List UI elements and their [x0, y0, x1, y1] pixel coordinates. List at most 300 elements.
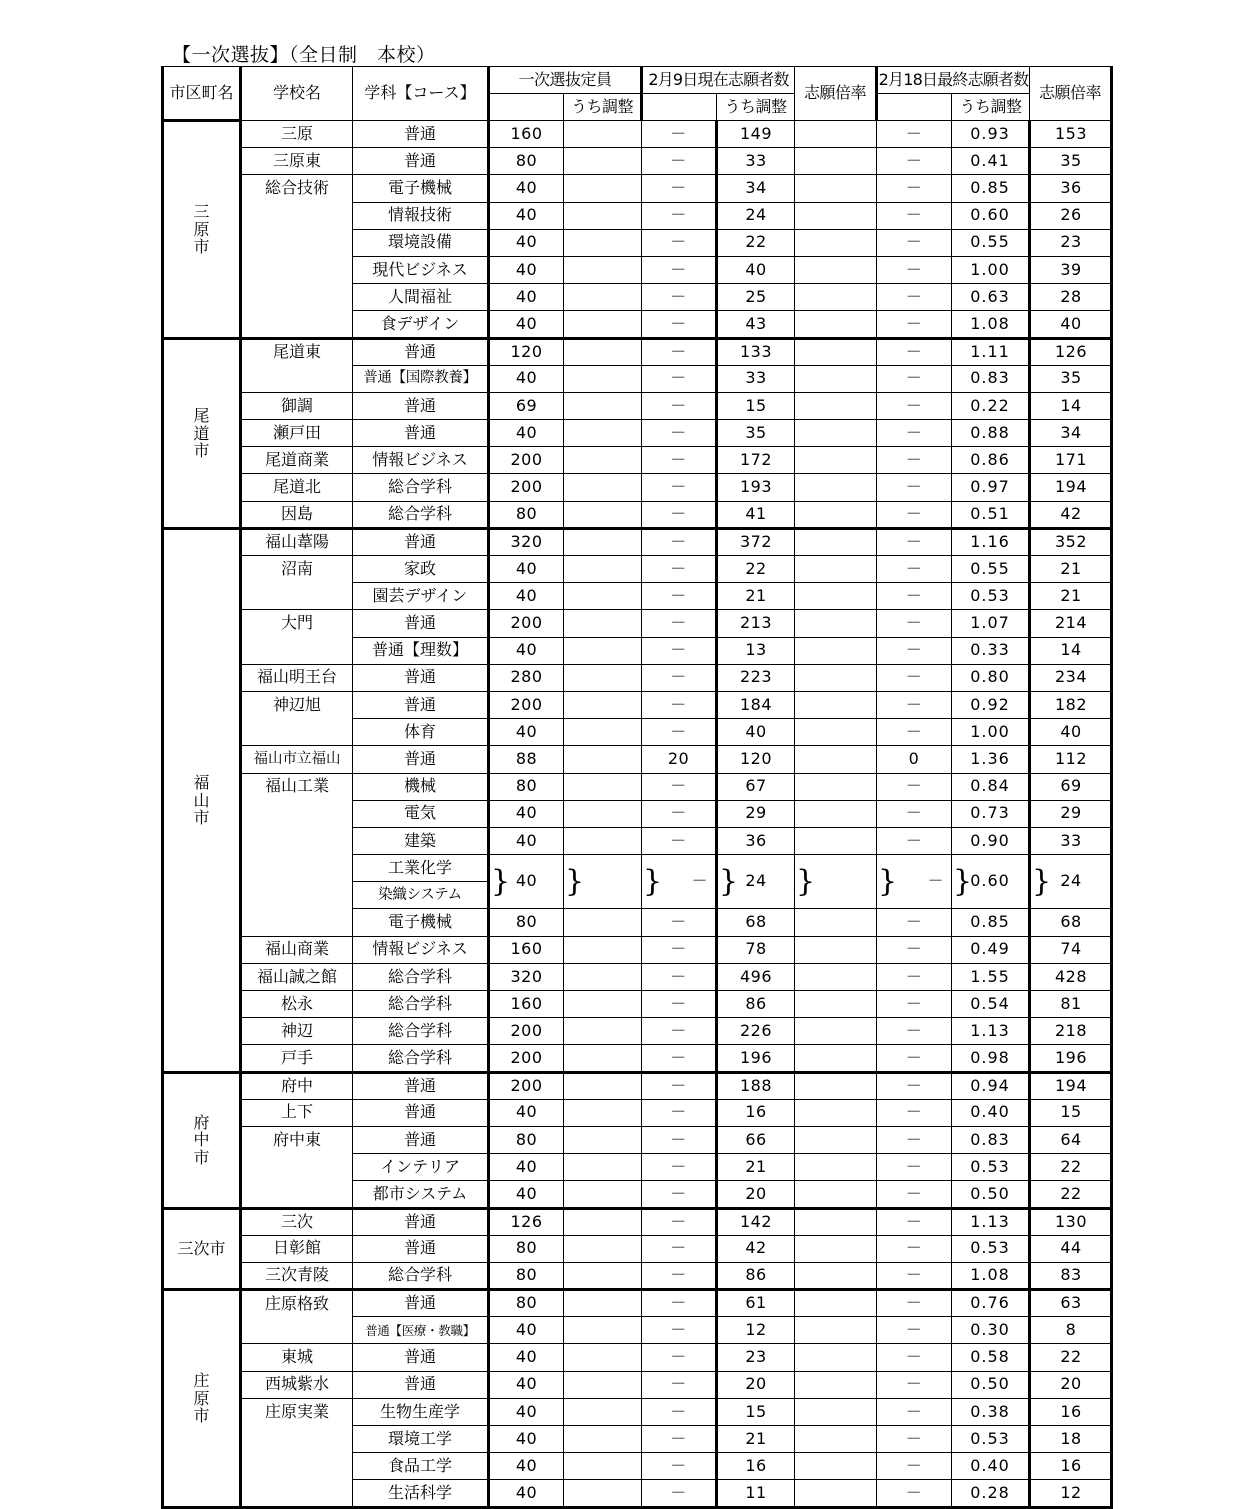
quota-adjust-cell: －: [642, 610, 717, 637]
feb9-applicants-cell: 193: [717, 474, 795, 501]
header-ratio-feb9: 志願倍率: [795, 67, 877, 121]
header-group-feb18: 2月18日最終志願者数: [877, 67, 1030, 94]
feb18-applicants-cell: 428: [1030, 963, 1112, 990]
quota-cell: 280: [489, 664, 564, 691]
feb9-ratio-cell: 0.53: [952, 1426, 1030, 1453]
quota-adjust-cell: －: [642, 528, 717, 555]
feb9-adjust-cell: －: [877, 827, 952, 854]
feb9-blank-cell: [795, 284, 877, 311]
quota-cell: 40: [489, 637, 564, 664]
quota-cell: 40: [489, 1099, 564, 1126]
school-name-cell: 上下: [241, 1099, 353, 1126]
feb9-applicants-cell: 33: [717, 148, 795, 175]
feb9-applicants-cell: 41: [717, 501, 795, 528]
course-name-cell: 普通: [353, 1208, 489, 1235]
quota-adjust-cell: －: [642, 474, 717, 501]
feb18-applicants-cell: 83: [1030, 1262, 1112, 1289]
feb9-applicants-cell: 13: [717, 637, 795, 664]
feb9-applicants-cell: 16: [717, 1099, 795, 1126]
table-row: [163, 556, 1112, 583]
feb9-ratio-cell: 0.53: [952, 1154, 1030, 1181]
quota-blank-cell: [564, 936, 642, 963]
quota-blank-cell: [564, 610, 642, 637]
feb9-adjust-cell: －: [877, 1099, 952, 1126]
feb9-adjust-cell: －: [877, 175, 952, 202]
feb9-blank-cell: [795, 229, 877, 256]
feb9-ratio-cell: 0.33: [952, 637, 1030, 664]
course-name-cell: 普通: [353, 664, 489, 691]
quota-blank-cell: [564, 583, 642, 610]
table-row: [163, 1317, 1112, 1344]
feb9-ratio-cell: 0.58: [952, 1344, 1030, 1371]
quota-adjust-cell: －: [642, 311, 717, 338]
quota-cell: 40: [489, 1181, 564, 1208]
feb9-adjust-cell: －: [877, 991, 952, 1018]
course-name-cell: 普通: [353, 121, 489, 148]
feb18-applicants-cell: 69: [1030, 773, 1112, 800]
course-name-cell: 普通: [353, 1072, 489, 1099]
quota-blank-cell: [564, 1072, 642, 1099]
city-name-cell: [163, 1072, 241, 1208]
feb9-blank-cell: [795, 746, 877, 773]
feb9-ratio-cell: 0.63: [952, 284, 1030, 311]
feb9-applicants-cell: 68: [717, 909, 795, 936]
table-row: [163, 909, 1112, 936]
quota-adjust-cell: －: [642, 1181, 717, 1208]
feb9-ratio-cell: 0.51: [952, 501, 1030, 528]
course-name-cell: 総合学科: [353, 963, 489, 990]
feb9-adjust-cell: －: [877, 909, 952, 936]
course-name-cell: 普通: [353, 1290, 489, 1317]
quota-adjust-cell: －: [642, 991, 717, 1018]
school-name-cell: [241, 1181, 353, 1208]
quota-cell: 120: [489, 338, 564, 365]
brace-icon: }: [878, 863, 898, 899]
school-name-cell: 総合技術: [241, 175, 353, 202]
feb9-adjust-cell: －: [877, 637, 952, 664]
quota-blank-cell: [564, 1208, 642, 1235]
table-row: [163, 1262, 1112, 1289]
quota-adjust-cell: －: [642, 1317, 717, 1344]
feb9-applicants-cell: 16: [717, 1453, 795, 1480]
header-quota-adjust: うち調整: [564, 94, 642, 121]
school-name-cell: [241, 1426, 353, 1453]
feb9-applicants-cell: [717, 855, 795, 909]
feb18-applicants-cell: 126: [1030, 338, 1112, 365]
feb18-applicants-cell: 81: [1030, 991, 1112, 1018]
course-name-cell: 環境工学: [353, 1426, 489, 1453]
quota-cell: 40: [489, 827, 564, 854]
quota-adjust-cell: －: [642, 1371, 717, 1398]
feb18-applicants-cell: 182: [1030, 691, 1112, 718]
feb9-applicants-cell: 184: [717, 691, 795, 718]
feb18-applicants-cell: 64: [1030, 1126, 1112, 1153]
feb9-ratio-cell: 0.90: [952, 827, 1030, 854]
quota-adjust-cell: －: [642, 420, 717, 447]
table-row: [163, 1154, 1112, 1181]
feb9-adjust-cell: －: [877, 583, 952, 610]
quota-blank-cell: [564, 1235, 642, 1262]
school-name-cell: [241, 1453, 353, 1480]
feb9-blank-cell: [795, 501, 877, 528]
quota-blank-cell: [564, 1453, 642, 1480]
quota-blank-cell: [564, 447, 642, 474]
feb18-applicants-cell: 8: [1030, 1317, 1112, 1344]
school-name-cell: 福山工業: [241, 773, 353, 800]
quota-blank-cell: [564, 855, 642, 909]
feb9-adjust-cell: －: [877, 1262, 952, 1289]
table-row: [163, 800, 1112, 827]
school-name-cell: [241, 583, 353, 610]
quota-cell: 200: [489, 447, 564, 474]
quota-cell: 40: [489, 311, 564, 338]
quota-cell: 80: [489, 1126, 564, 1153]
feb9-ratio-cell: 0.28: [952, 1480, 1030, 1507]
feb9-adjust-cell: －: [877, 1290, 952, 1317]
quota-cell: 40: [489, 719, 564, 746]
feb9-applicants-cell: 15: [717, 1398, 795, 1425]
quota-blank-cell: [564, 202, 642, 229]
feb18-applicants-cell: [1030, 855, 1112, 909]
quota-cell: 320: [489, 963, 564, 990]
feb9-ratio-cell: 1.00: [952, 719, 1030, 746]
school-name-cell: 西城紫水: [241, 1371, 353, 1398]
course-name-cell: 普通: [353, 338, 489, 365]
course-name-cell: 普通: [353, 1099, 489, 1126]
school-name-cell: 尾道北: [241, 474, 353, 501]
feb9-ratio-cell: 0.98: [952, 1045, 1030, 1072]
feb9-applicants-cell: 36: [717, 827, 795, 854]
feb9-blank-cell: [795, 447, 877, 474]
feb9-adjust-cell: －: [877, 311, 952, 338]
feb18-applicants-cell: 22: [1030, 1181, 1112, 1208]
quota-cell: 40: [489, 1426, 564, 1453]
quota-cell: 80: [489, 148, 564, 175]
feb9-applicants-cell: 20: [717, 1181, 795, 1208]
school-name-cell: 府中東: [241, 1126, 353, 1153]
feb9-adjust-cell: －: [877, 773, 952, 800]
feb9-blank-cell: [795, 175, 877, 202]
school-name-cell: [241, 882, 353, 909]
quota-blank-cell: [564, 1426, 642, 1453]
quota-cell: 160: [489, 121, 564, 148]
school-name-cell: [241, 719, 353, 746]
feb9-ratio-cell: 0.88: [952, 420, 1030, 447]
feb9-applicants-cell: 15: [717, 392, 795, 419]
feb9-ratio-cell: 0.30: [952, 1317, 1030, 1344]
feb18-applicants-cell: 16: [1030, 1398, 1112, 1425]
quota-cell: 40: [489, 256, 564, 283]
feb18-applicants-cell: 130: [1030, 1208, 1112, 1235]
feb9-blank-cell: [795, 800, 877, 827]
quota-blank-cell: [564, 1480, 642, 1507]
quota-adjust-cell: －: [642, 664, 717, 691]
course-name-cell: 情報ビジネス: [353, 447, 489, 474]
quota-cell: 160: [489, 936, 564, 963]
feb9-adjust-cell: －: [877, 1181, 952, 1208]
school-name-cell: 御調: [241, 392, 353, 419]
quota-blank-cell: [564, 1317, 642, 1344]
feb9-ratio-cell: 0.73: [952, 800, 1030, 827]
feb9-blank-cell: [795, 637, 877, 664]
school-name-cell: [241, 284, 353, 311]
quota-cell: 200: [489, 1072, 564, 1099]
course-name-cell: 染織システム: [353, 882, 489, 909]
school-name-cell: 松永: [241, 991, 353, 1018]
quota-cell: 200: [489, 1018, 564, 1045]
quota-blank-cell: [564, 963, 642, 990]
quota-blank-cell: [564, 800, 642, 827]
quota-blank-cell: [564, 719, 642, 746]
quota-blank-cell: [564, 365, 642, 392]
feb9-blank-cell: [795, 1290, 877, 1317]
table-row: [163, 474, 1112, 501]
feb18-applicants-cell: 15: [1030, 1099, 1112, 1126]
brace-icon: }: [719, 863, 739, 899]
quota-blank-cell: [564, 284, 642, 311]
feb9-adjust-cell: －: [877, 447, 952, 474]
feb9-adjust-cell: －: [877, 284, 952, 311]
quota-blank-cell: [564, 1018, 642, 1045]
feb18-applicants-cell: 40: [1030, 311, 1112, 338]
table-row: [163, 229, 1112, 256]
quota-adjust-cell: －: [642, 963, 717, 990]
quota-cell-value: 40: [515, 871, 538, 891]
feb18-applicants-cell: 18: [1030, 1426, 1112, 1453]
course-name-cell: 現代ビジネス: [353, 256, 489, 283]
header-school: 学校名: [241, 67, 353, 121]
feb9-ratio-cell: 0.50: [952, 1181, 1030, 1208]
quota-adjust-cell: －: [642, 1235, 717, 1262]
feb9-blank-cell: [795, 474, 877, 501]
quota-blank-cell: [564, 637, 642, 664]
feb9-blank-cell: [795, 1480, 877, 1507]
table-row: [163, 1181, 1112, 1208]
feb9-ratio-cell: 0.80: [952, 664, 1030, 691]
quota-adjust-cell: －: [642, 827, 717, 854]
course-name-cell: 総合学科: [353, 991, 489, 1018]
quota-cell: 40: [489, 800, 564, 827]
feb9-adjust-cell: －: [877, 338, 952, 365]
feb9-blank-cell: [795, 1371, 877, 1398]
feb9-blank-cell: [795, 1317, 877, 1344]
feb9-adjust-cell: －: [877, 229, 952, 256]
feb9-applicants-cell: 42: [717, 1235, 795, 1262]
quota-adjust-cell: －: [642, 256, 717, 283]
table-header: [163, 67, 1112, 121]
feb9-ratio-cell: 0.60: [952, 202, 1030, 229]
feb9-applicants-cell: 142: [717, 1208, 795, 1235]
table-row: [163, 1426, 1112, 1453]
quota-blank-cell: [564, 773, 642, 800]
feb9-ratio-cell: 0.92: [952, 691, 1030, 718]
feb9-adjust-cell: －: [877, 1371, 952, 1398]
school-name-cell: [241, 1154, 353, 1181]
feb9-adjust-cell: －: [877, 1018, 952, 1045]
school-name-cell: 三原東: [241, 148, 353, 175]
feb9-ratio-cell: 0.84: [952, 773, 1030, 800]
feb9-adjust-cell: －: [877, 1398, 952, 1425]
course-name-cell: 電子機械: [353, 175, 489, 202]
feb9-applicants-cell: 149: [717, 121, 795, 148]
feb9-applicants-cell: 21: [717, 1426, 795, 1453]
feb9-adjust-cell: －: [877, 1426, 952, 1453]
quota-adjust-cell: －: [642, 1480, 717, 1507]
quota-blank-cell: [564, 121, 642, 148]
course-name-cell: 総合学科: [353, 1045, 489, 1072]
feb9-applicants-cell: 22: [717, 229, 795, 256]
quota-cell: 80: [489, 909, 564, 936]
feb9-ratio-cell: 0.85: [952, 175, 1030, 202]
feb18-applicants-cell: 35: [1030, 365, 1112, 392]
table-row: [163, 365, 1112, 392]
feb9-ratio-cell: 1.16: [952, 528, 1030, 555]
quota-blank-cell: [564, 746, 642, 773]
feb9-blank-cell: [795, 365, 877, 392]
feb9-blank-cell: [795, 719, 877, 746]
feb9-adjust-cell: －: [877, 256, 952, 283]
feb9-adjust-cell: －: [877, 1235, 952, 1262]
table-row: [163, 610, 1112, 637]
feb9-adjust-cell: －: [877, 365, 952, 392]
quota-cell: 40: [489, 583, 564, 610]
quota-adjust-cell: －: [642, 148, 717, 175]
quota-blank-cell: [564, 827, 642, 854]
quota-adjust-cell: －: [642, 1262, 717, 1289]
feb9-ratio-cell: 0.54: [952, 991, 1030, 1018]
feb9-blank-cell: [795, 1453, 877, 1480]
feb9-adjust-cell: －: [877, 420, 952, 447]
feb9-adjust-cell: [877, 855, 952, 909]
feb9-ratio-cell: 0.53: [952, 1235, 1030, 1262]
quota-adjust-cell: －: [642, 800, 717, 827]
school-name-cell: 沼南: [241, 556, 353, 583]
course-name-cell: 生活科学: [353, 1480, 489, 1507]
feb18-applicants-cell: 40: [1030, 719, 1112, 746]
feb18-applicants-cell: 29: [1030, 800, 1112, 827]
quota-cell: 40: [489, 1480, 564, 1507]
school-name-cell: 三次: [241, 1208, 353, 1235]
city-name-cell: [163, 121, 241, 339]
school-name-cell: [241, 1480, 353, 1507]
course-name-cell: 園芸デザイン: [353, 583, 489, 610]
feb9-applicants-cell: 12: [717, 1317, 795, 1344]
feb9-blank-cell: [795, 855, 877, 909]
feb9-adjust-cell: －: [877, 800, 952, 827]
quota-adjust-cell: －: [642, 909, 717, 936]
feb9-blank-cell: [795, 420, 877, 447]
feb18-applicants-cell: 218: [1030, 1018, 1112, 1045]
quota-adjust-cell: －: [642, 229, 717, 256]
feb9-ratio-cell: 0.22: [952, 392, 1030, 419]
quota-cell: 40: [489, 420, 564, 447]
table-row: [163, 447, 1112, 474]
header-city: 市区町名: [163, 67, 241, 121]
quota-adjust-cell: －: [642, 365, 717, 392]
feb9-blank-cell: [795, 610, 877, 637]
course-name-cell: 普通: [353, 691, 489, 718]
feb9-ratio-cell: 1.08: [952, 1262, 1030, 1289]
feb9-blank-cell: [795, 583, 877, 610]
course-name-cell: 都市システム: [353, 1181, 489, 1208]
header-course: 学科【コース】: [353, 67, 489, 121]
quota-blank-cell: [564, 1099, 642, 1126]
feb9-adjust-cell: －: [877, 121, 952, 148]
feb9-blank-cell: [795, 1018, 877, 1045]
quota-blank-cell: [564, 148, 642, 175]
quota-adjust-cell: －: [642, 691, 717, 718]
feb18-applicants-cell: 36: [1030, 175, 1112, 202]
school-name-cell: [241, 202, 353, 229]
feb9-applicants-cell: 78: [717, 936, 795, 963]
quota-adjust-cell: －: [642, 1018, 717, 1045]
quota-adjust-cell: －: [642, 1290, 717, 1317]
quota-blank-cell: [564, 556, 642, 583]
feb9-ratio-cell: 1.55: [952, 963, 1030, 990]
quota-cell: 320: [489, 528, 564, 555]
feb9-blank-cell: [795, 1045, 877, 1072]
feb9-ratio-cell: 1.36: [952, 746, 1030, 773]
city-name-label: 福山市: [193, 773, 210, 827]
quota-cell: 200: [489, 691, 564, 718]
quota-adjust-cell: 20: [642, 746, 717, 773]
quota-blank-cell: [564, 909, 642, 936]
quota-blank-cell: [564, 1344, 642, 1371]
feb9-adjust-cell: －: [877, 474, 952, 501]
feb9-applicants-cell: 34: [717, 175, 795, 202]
feb9-adjust-cell: －: [877, 202, 952, 229]
quota-adjust-cell: －: [642, 1398, 717, 1425]
quota-adjust-cell: －: [642, 719, 717, 746]
feb18-applicants-cell: 171: [1030, 447, 1112, 474]
course-name-cell: 生物生産学: [353, 1398, 489, 1425]
feb9-blank-cell: [795, 773, 877, 800]
table-row: [163, 420, 1112, 447]
feb18-applicants-cell: 196: [1030, 1045, 1112, 1072]
feb9-ratio-cell: 1.13: [952, 1018, 1030, 1045]
feb9-adjust-cell: －: [877, 1317, 952, 1344]
feb9-blank-cell: [795, 392, 877, 419]
table-row: [163, 1208, 1112, 1235]
feb18-applicants-cell: 44: [1030, 1235, 1112, 1262]
table-row: [163, 637, 1112, 664]
quota-blank-cell: [564, 420, 642, 447]
course-name-cell: 食デザイン: [353, 311, 489, 338]
table-row: [163, 528, 1112, 555]
feb9-applicants-cell: 86: [717, 991, 795, 1018]
quota-cell: 40: [489, 1371, 564, 1398]
quota-adjust-cell: －: [642, 121, 717, 148]
quota-cell: 80: [489, 773, 564, 800]
feb9-applicants-cell: 66: [717, 1126, 795, 1153]
feb9-applicants-cell: 11: [717, 1480, 795, 1507]
feb9-applicants-cell: 23: [717, 1344, 795, 1371]
quota-cell: 40: [489, 1154, 564, 1181]
quota-blank-cell: [564, 1371, 642, 1398]
course-name-cell: 普通【国際教養】: [353, 365, 489, 392]
course-name-cell: 普通: [353, 148, 489, 175]
city-name-cell: [163, 528, 241, 1072]
quota-cell: 200: [489, 610, 564, 637]
course-name-cell: 普通: [353, 1126, 489, 1153]
quota-adjust-cell: －: [642, 556, 717, 583]
feb18-applicants-cell: 22: [1030, 1344, 1112, 1371]
quota-blank-cell: [564, 1398, 642, 1425]
course-name-cell: 総合学科: [353, 474, 489, 501]
course-name-cell: 普通: [353, 1371, 489, 1398]
quota-blank-cell: [564, 664, 642, 691]
quota-cell: 80: [489, 501, 564, 528]
